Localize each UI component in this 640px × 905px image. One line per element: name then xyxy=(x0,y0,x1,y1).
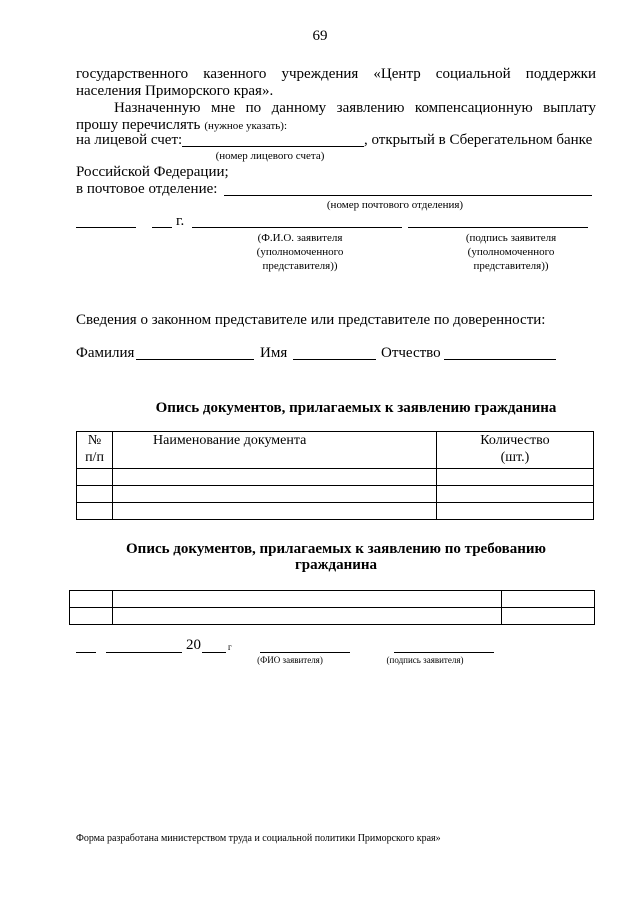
table-cell[interactable] xyxy=(502,608,595,625)
inventory-request-title-1: Опись документов, прилагаемых к заявлению по требованию xyxy=(126,541,546,557)
table-cell[interactable] xyxy=(77,469,113,486)
representative-heading: Сведения о законном представителе или представителе по доверенности: xyxy=(76,312,546,328)
bottom-fio-field[interactable] xyxy=(260,652,350,653)
intro-line-3: Назначенную мне по данному заявлению компенсационную выплату xyxy=(114,100,596,116)
page-number: 69 xyxy=(312,28,328,44)
col-number-line-1: № xyxy=(87,433,102,448)
year-suffix: г. xyxy=(176,213,185,229)
post-office-field[interactable] xyxy=(224,195,592,196)
footer-note: Форма разработана министерством труда и социальной политики Приморского края» xyxy=(76,833,441,844)
table-cell[interactable] xyxy=(70,608,113,625)
applicant-signature-field[interactable] xyxy=(408,227,588,228)
col-number-line-2: п/п xyxy=(85,450,104,465)
col-qty-line-1: Количество xyxy=(480,433,550,448)
intro-line-5-prefix: на лицевой счет: xyxy=(76,132,183,148)
table-cell[interactable] xyxy=(502,591,595,608)
col-number-header xyxy=(77,432,113,469)
account-number-field[interactable] xyxy=(182,146,364,147)
intro-line-4-note: (нужное указать): xyxy=(204,120,288,132)
table-row xyxy=(70,608,595,625)
table-cell[interactable] xyxy=(77,486,113,503)
surname-field[interactable] xyxy=(136,359,254,360)
bottom-fio-caption: (ФИО заявителя) xyxy=(257,655,323,665)
table-row xyxy=(77,469,594,486)
col-name-header xyxy=(113,432,437,469)
bottom-year-suffix: г xyxy=(228,642,232,652)
account-number-caption: (номер лицевого счета) xyxy=(215,150,325,162)
name-field[interactable] xyxy=(293,359,376,360)
table-cell[interactable] xyxy=(113,608,502,625)
table-cell[interactable] xyxy=(113,486,437,503)
intro-line-7: в почтовое отделение: xyxy=(76,181,218,197)
signature-caption-1: (подпись заявителя xyxy=(465,232,557,244)
fio-caption-1: (Ф.И.О. заявителя xyxy=(257,232,343,244)
applicant-fio-field[interactable] xyxy=(192,227,402,228)
table-cell[interactable] xyxy=(436,486,593,503)
inventory-title: Опись документов, прилагаемых к заявлению гражданина xyxy=(155,400,557,416)
col-name-label: Наименование документа xyxy=(153,433,307,448)
bottom-year-prefix: 20 xyxy=(186,637,201,653)
table-cell[interactable] xyxy=(77,503,113,520)
post-office-caption: (номер почтового отделения) xyxy=(326,199,464,211)
table-cell[interactable] xyxy=(113,503,437,520)
inventory-header-row xyxy=(77,432,594,469)
fio-caption xyxy=(236,231,364,273)
intro-line-6: Российской Федерации; xyxy=(76,164,229,180)
bottom-signature-caption: (подпись заявителя) xyxy=(386,655,464,665)
table-cell[interactable] xyxy=(113,591,502,608)
intro-line-4-main: прошу перечислять xyxy=(76,117,201,133)
table-cell[interactable] xyxy=(70,591,113,608)
table-cell[interactable] xyxy=(436,503,593,520)
signature-caption xyxy=(446,231,576,273)
patronymic-field[interactable] xyxy=(444,359,556,360)
name-label: Имя xyxy=(260,345,288,361)
intro-line-2: населения Приморского края». xyxy=(76,83,274,99)
inventory-request-title-2: гражданина xyxy=(294,557,378,573)
col-qty-line-2: (шт.) xyxy=(500,450,530,465)
intro-line-5-suffix: , открытый в Сберегательном банке xyxy=(364,132,593,148)
bottom-date-day-field[interactable] xyxy=(76,652,96,653)
fio-caption-3: представителя)) xyxy=(262,260,338,272)
bottom-date-year-field[interactable] xyxy=(202,652,226,653)
date-year-field[interactable] xyxy=(152,227,172,228)
table-row xyxy=(70,591,595,608)
col-qty-header xyxy=(436,432,593,469)
bottom-signature-field[interactable] xyxy=(394,652,494,653)
inventory-table xyxy=(76,431,594,520)
inventory-request-table xyxy=(69,590,595,625)
table-row xyxy=(77,486,594,503)
fio-caption-2: (уполномоченного xyxy=(256,246,344,258)
date-day-field[interactable] xyxy=(76,227,136,228)
table-row xyxy=(77,503,594,520)
signature-caption-3: представителя)) xyxy=(473,260,549,272)
table-cell[interactable] xyxy=(436,469,593,486)
intro-line-1: государственного казенного учреждения «Центр социальной поддержки xyxy=(76,66,596,82)
patronymic-label: Отчество xyxy=(381,345,441,361)
surname-label: Фамилия xyxy=(76,345,135,361)
bottom-date-month-field[interactable] xyxy=(106,652,182,653)
signature-caption-2: (уполномоченного xyxy=(467,246,555,258)
table-cell[interactable] xyxy=(113,469,437,486)
